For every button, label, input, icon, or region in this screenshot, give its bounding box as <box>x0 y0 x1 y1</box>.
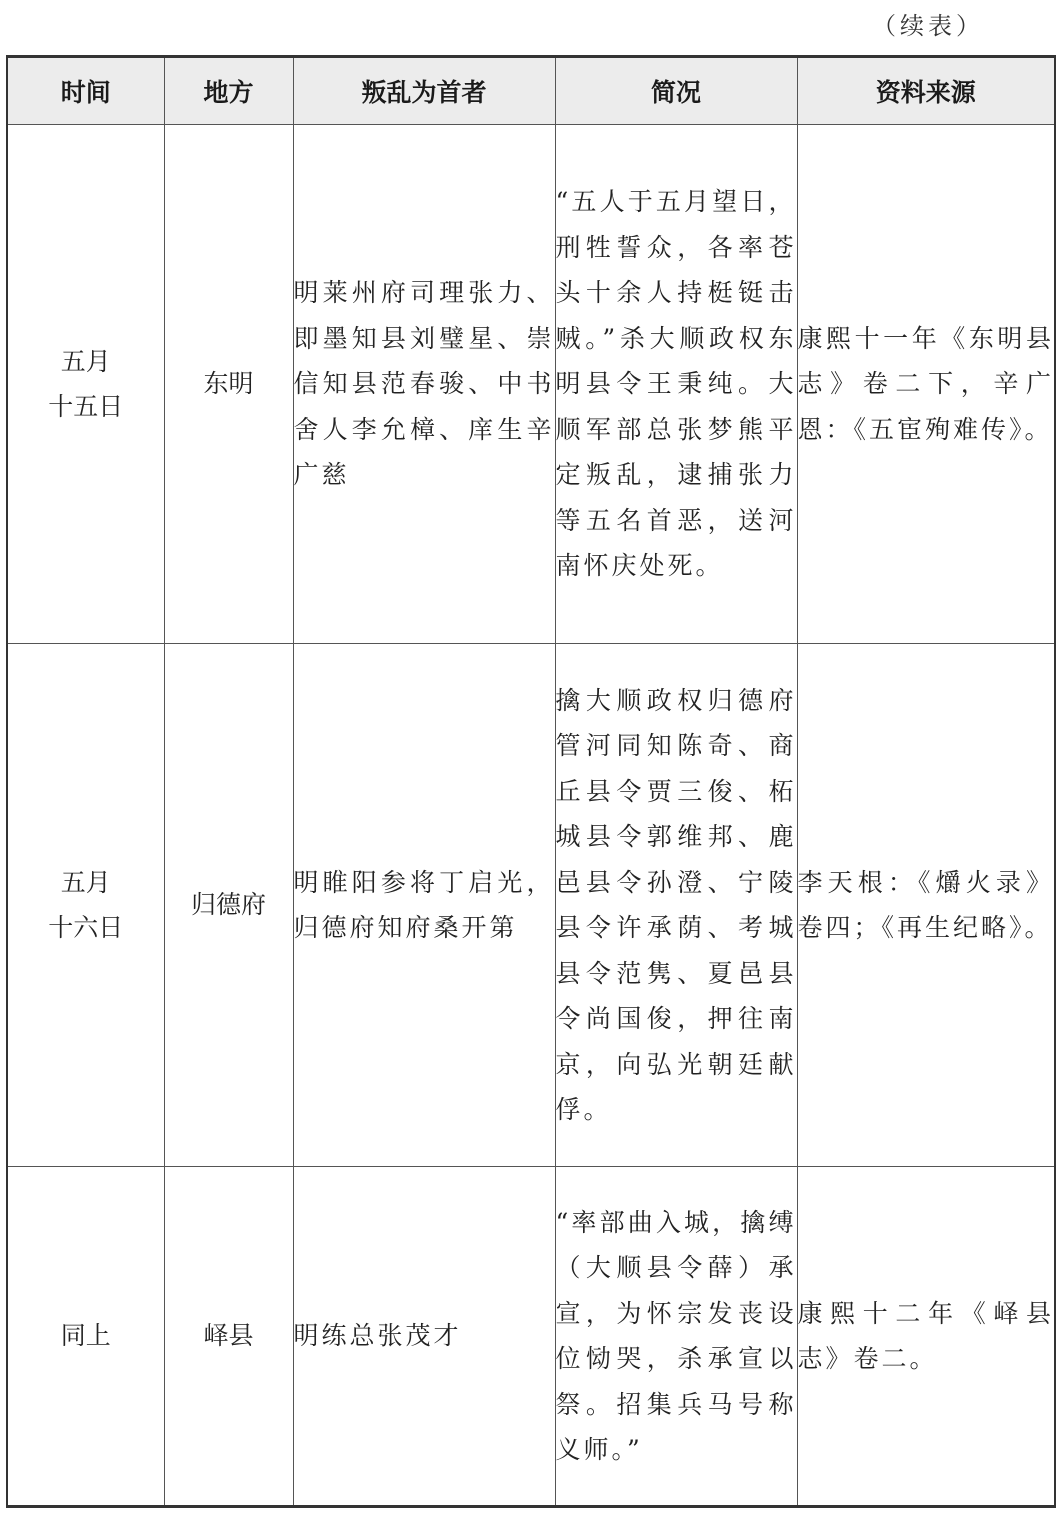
leaders-cell: 明莱州府司理张力、即墨知县刘璧星、崇信知县范春骏、中书舍人李允樟、庠生辛广慈 <box>293 125 555 644</box>
rebellion-table <box>6 55 1056 1508</box>
time-line: 同上 <box>60 1321 111 1351</box>
place-cell: 东明 <box>164 125 293 644</box>
time-line: 五月 <box>60 346 111 376</box>
source-cell: 康熙十一年《东明县志》卷二下，辛广恩：《五宦殉难传》。 <box>797 125 1055 644</box>
table-row <box>7 1167 1055 1507</box>
header-summary: 简况 <box>555 57 797 125</box>
place-cell: 归德府 <box>164 644 293 1167</box>
time-line: 十五日 <box>48 392 124 421</box>
summary-cell: 擒大顺政权归德府管河同知陈奇、商丘县令贾三俊、柘城县令郭维邦、鹿邑县令孙澄、宁陵县令许承荫、考城县令范隽、夏邑县令尚国俊，押往南京，向弘光朝廷献俘。 <box>555 644 797 1167</box>
header-leaders: 叛乱为首者 <box>293 57 555 125</box>
place-cell: 峄县 <box>164 1167 293 1507</box>
time-cell <box>7 125 164 644</box>
summary-cell: “五人于五月望日，刑牲誓众，各率苍头十余人持梃铤击贼。”杀大顺政权东明县令王秉纯。大顺军部总张梦熊平定叛乱，逮捕张力等五名首恶，送河南怀庆处死。 <box>555 125 797 644</box>
source-cell: 李天根：《爝火录》卷四；《再生纪略》。 <box>797 644 1055 1167</box>
table-row <box>7 125 1055 644</box>
time-cell <box>7 1167 164 1507</box>
source-cell: 康熙十二年《峄县志》卷二。 <box>797 1167 1055 1507</box>
header-source: 资料来源 <box>797 57 1055 125</box>
leaders-cell: 明练总张茂才 <box>293 1167 555 1507</box>
table-header-row <box>7 57 1055 125</box>
table-row <box>7 644 1055 1167</box>
time-line: 十六日 <box>48 913 124 942</box>
time-line: 五月 <box>60 867 111 897</box>
continued-table-label: （续表） <box>872 12 984 40</box>
header-place: 地方 <box>164 57 293 125</box>
time-cell <box>7 644 164 1167</box>
leaders-cell: 明睢阳参将丁启光，归德府知府桑开第 <box>293 644 555 1167</box>
header-time: 时间 <box>7 57 164 125</box>
summary-cell: “率部曲入城，擒缚（大顺县令薛）承宣，为怀宗发丧设位恸哭，杀承宣以祭。招集兵马号称义师。” <box>555 1167 797 1507</box>
